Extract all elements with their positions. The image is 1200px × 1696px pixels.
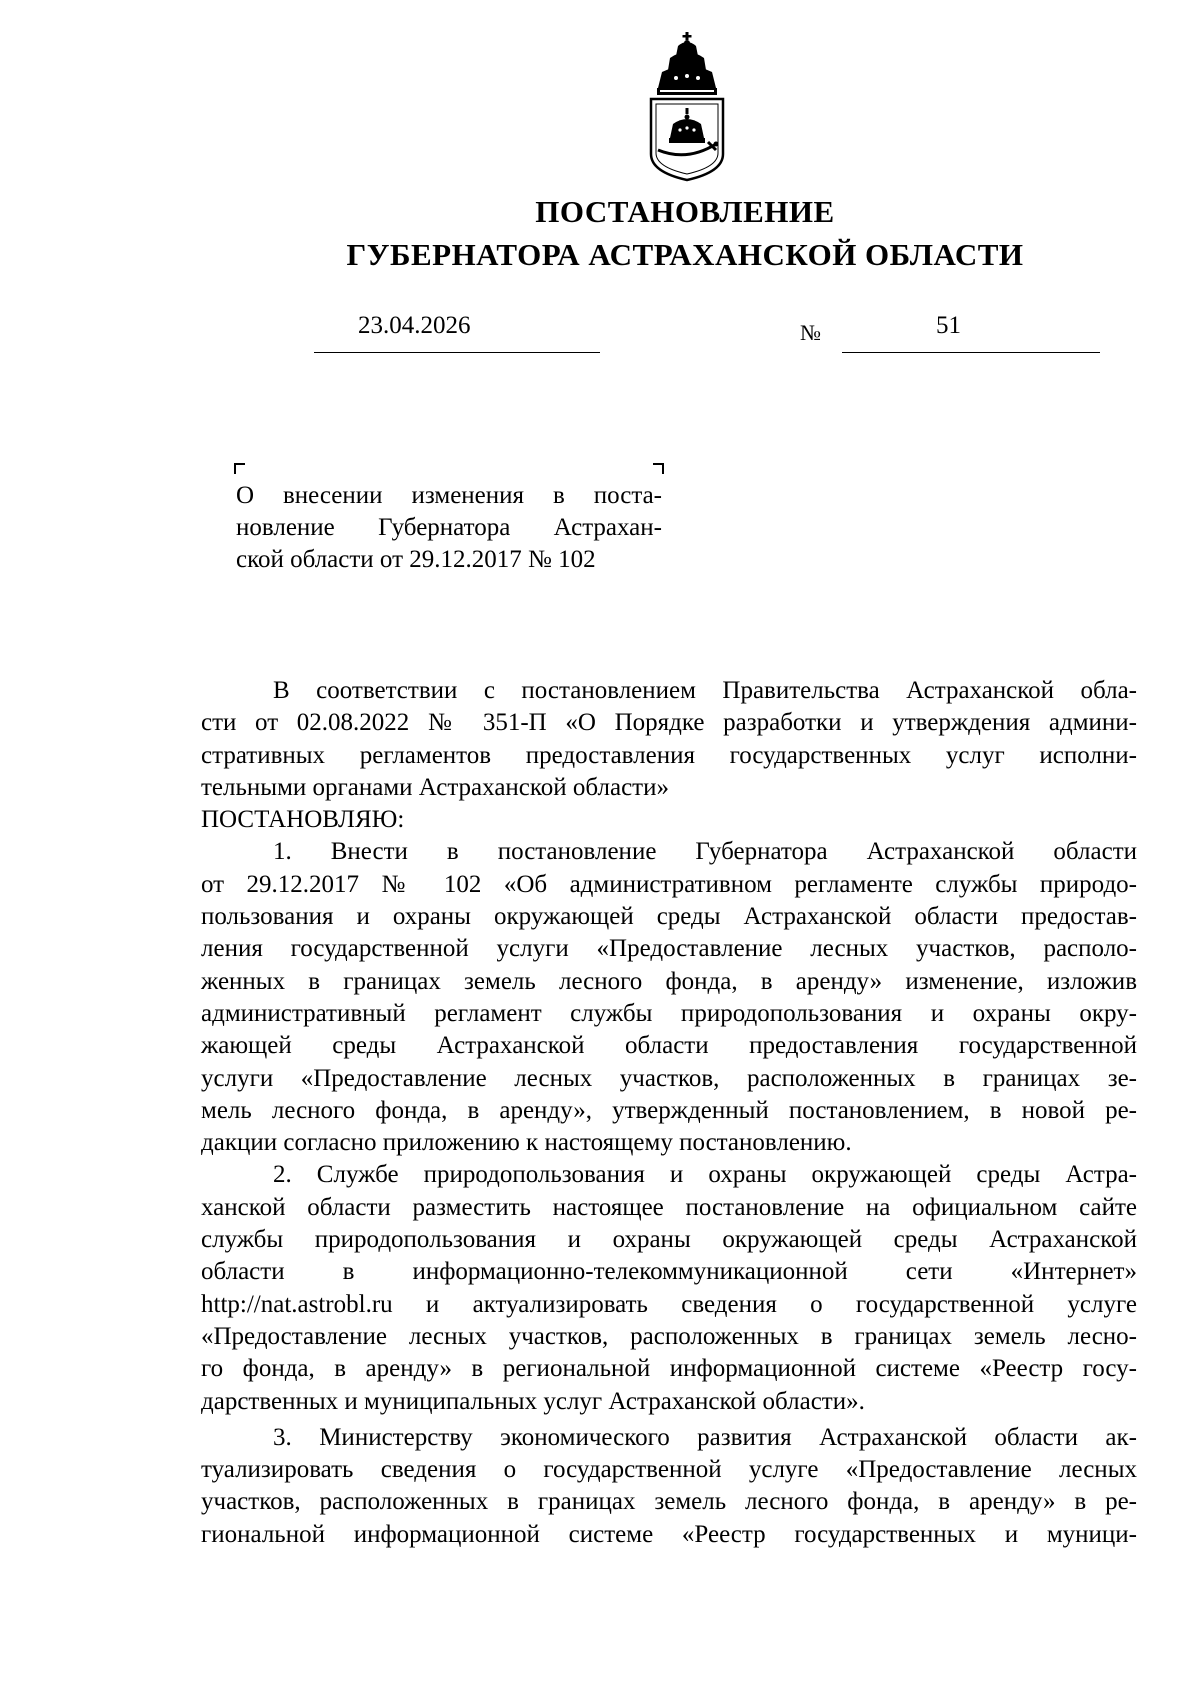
body-line: административный регламент службы природопользования и охраны окру- [201, 999, 1137, 1027]
date-field [314, 312, 600, 353]
body-line: жающей среды Астраханской области предоставления государственной [201, 1032, 1137, 1060]
body-line: 2. Службе природопользования и охраны окружающей среды Астра- [273, 1161, 1137, 1189]
body-line: сти от 02.08.2022 № 351-П «О Порядке разработки и утверждения админи- [201, 709, 1137, 737]
body-line: пользования и охраны окружающей среды Астраханской области предостав- [201, 903, 1137, 931]
subject-line: новление Губернатора Астрахан- [236, 514, 662, 541]
body-line: от 29.12.2017 № 102 «Об административном регламенте службы природо- [201, 870, 1137, 898]
body-line: дакции согласно приложению к настоящему постановлению. [201, 1129, 852, 1157]
body-line: услуги «Предоставление лесных участков, расположенных в границах зе- [201, 1064, 1137, 1092]
body-line: «Предоставление лесных участков, расположенных в границах земель лесно- [201, 1322, 1137, 1350]
body-line: дарственных и муниципальных услуг Астраханской области». [201, 1387, 865, 1415]
subject-corner-left [234, 463, 245, 474]
number-field [842, 312, 1100, 353]
document-number: 51 [936, 312, 961, 339]
body-line: http://nat.astrobl.ru и актуализировать сведения о государственной услуге [201, 1290, 1137, 1318]
body-line: го фонда, в аренду» в региональной информационной системе «Реестр госу- [201, 1355, 1137, 1383]
body-line: ления государственной услуги «Предоставление лесных участков, располо- [201, 935, 1137, 963]
body-line: 3. Министерству экономического развития Астраханской области ак- [273, 1423, 1137, 1451]
body-line: В соответствии с постановлением Правительства Астраханской обла- [273, 677, 1137, 704]
document-title-line2: ГУБЕРНАТОРА АСТРАХАНСКОЙ ОБЛАСТИ [346, 237, 1024, 272]
decree-word: ПОСТАНОВЛЯЮ: [201, 806, 405, 834]
document-date: 23.04.2026 [358, 312, 471, 339]
subject-line: О внесении изменения в поста- [236, 482, 662, 509]
body-line: женных в границах земель лесного фонда, в аренду» изменение, изложив [201, 967, 1137, 995]
body-line: стративных регламентов предоставления государственных услуг исполни- [201, 741, 1137, 769]
coat-of-arms-icon [644, 32, 730, 182]
body-line: тельными органами Астраханской области» [201, 773, 669, 801]
body-line: 1. Внести в постановление Губернатора Астраханской области [273, 838, 1137, 866]
document-subject [236, 480, 662, 576]
body-line: мель лесного фонда, в аренду», утвержденный постановлением, в новой ре- [201, 1096, 1137, 1124]
document-body [201, 675, 1137, 1551]
body-line: области в информационно-телекоммуникационной сети «Интернет» [201, 1258, 1137, 1286]
subject-line: ской области от 29.12.2017 № 102 [236, 546, 596, 573]
body-line: ханской области разместить настоящее постановление на официальном сайте [201, 1193, 1137, 1221]
body-line: гиональной информационной системе «Реестр государственных и муници- [201, 1520, 1137, 1548]
body-line: службы природопользования и охраны окружающей среды Астраханской [201, 1226, 1137, 1254]
number-sign: № [800, 320, 821, 345]
body-line: участков, расположенных в границах земель лесного фонда, в аренду» в ре- [201, 1488, 1137, 1516]
document-title-line1: ПОСТАНОВЛЕНИЕ [535, 194, 835, 229]
body-line: туализировать сведения о государственной услуге «Предоставление лесных [201, 1456, 1137, 1484]
subject-corner-right [653, 463, 664, 474]
